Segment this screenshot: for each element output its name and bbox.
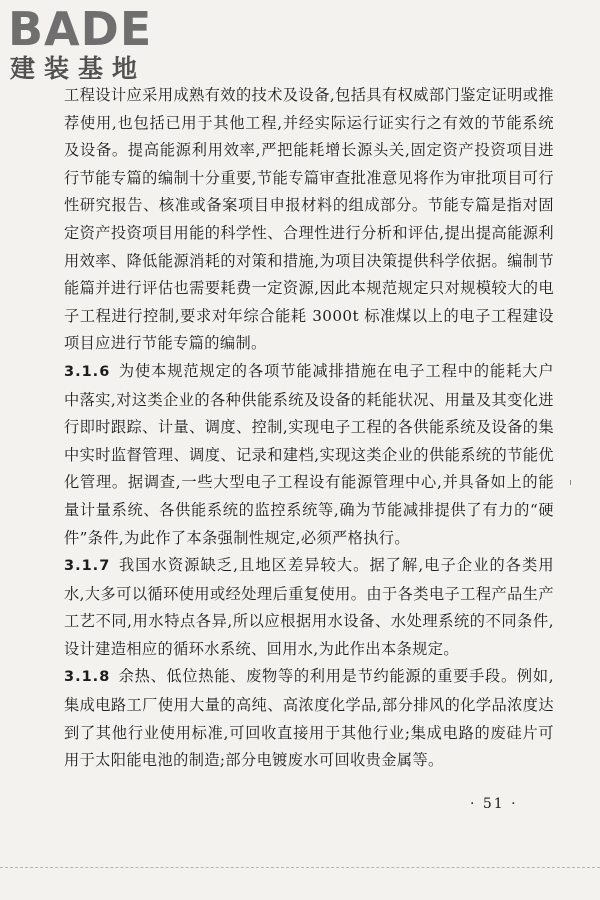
section-number: 3.1.6 bbox=[64, 363, 111, 380]
section-number: 3.1.8 bbox=[64, 669, 111, 686]
logo-wordmark: BADE bbox=[8, 2, 153, 56]
paragraph-text: 为使本规范规定的各项节能减排措施在电子工程中的能耗大户中落实,对这类企业的各种供能系统及设备的耗能状况、用量及其变化进行即时跟踪、计量、调度、控制,实现电子工程的各供能系统及设备的集中实时监督管理、调度、记录和建档,实现这类企业的供能系统的节能优化管理。据调查,一些大型电子工程设有能源管理中心,并具备如上的能量计量系统、各供能系统的监控系统等,确为节能减排提供了有力的“硬件”条件,为此作了本条强制性规定,必须严格执行。 bbox=[64, 361, 554, 547]
paragraph-text: 工程设计应采用成熟有效的技术及设备,包括具有权威部门鉴定证明或推荐使用,也包括已用于其他工程,并经实际运行证实行之有效的节能系统及设备。提高能源利用效率,严把能耗增长源头关,固定资产投资项目进行节能专篇的编制十分重要,节能专篇审查批准意见将作为审批项目可行性研究报告、核准或备案项目申报材料的组成部分。节能专篇是指对固定资产投资项目用能的科学性、合理性进行分析和评估,提出提高能源利用效率、降低能源消耗的对策和措施,为项目决策提供科学依据。编制节能篇并进行评估也需要耗费一定资源,因此本规范规定只对规模较大的电子工程进行控制,要求对年综合能耗 3000t 标准煤以上的电子工程建设项目应进行节能专篇的编制。 bbox=[64, 86, 554, 353]
logo-subtitle: 建装基地 bbox=[10, 54, 147, 83]
page-number: · 51 · bbox=[470, 796, 518, 812]
paragraph-3-1-6 bbox=[64, 358, 554, 552]
paragraph-continued bbox=[64, 82, 554, 358]
paragraph-3-1-8 bbox=[64, 663, 554, 774]
paragraph-text: 我国水资源缺乏,且地区差异较大。据了解,电子企业的各类用水,大多可以循环使用或经处理后重复使用。由于各类电子工程产品生产工艺不同,用水特点各异,所以应根据用水设备、水处理系统的不同条件,设计建造相应的循环水系统、回用水,为此作出本条规定。 bbox=[64, 556, 554, 658]
body-text bbox=[64, 82, 554, 775]
page-bottom-divider bbox=[0, 867, 600, 868]
bade-watermark-logo bbox=[8, 4, 184, 86]
paragraph-text: 余热、低位热能、废物等的利用是节约能源的重要手段。例如,集成电路工厂使用大量的高纯、高浓度化学品,部分排风的化学品浓度达到了其他行业使用标准,可回收直接用于其他行业;集成电路的废硅片可用于太阳能电池的制造;部分电镀废水可回收贵金属等。 bbox=[64, 667, 554, 770]
section-number: 3.1.7 bbox=[64, 558, 111, 575]
scan-speck bbox=[570, 480, 571, 485]
paragraph-3-1-7 bbox=[64, 552, 554, 663]
